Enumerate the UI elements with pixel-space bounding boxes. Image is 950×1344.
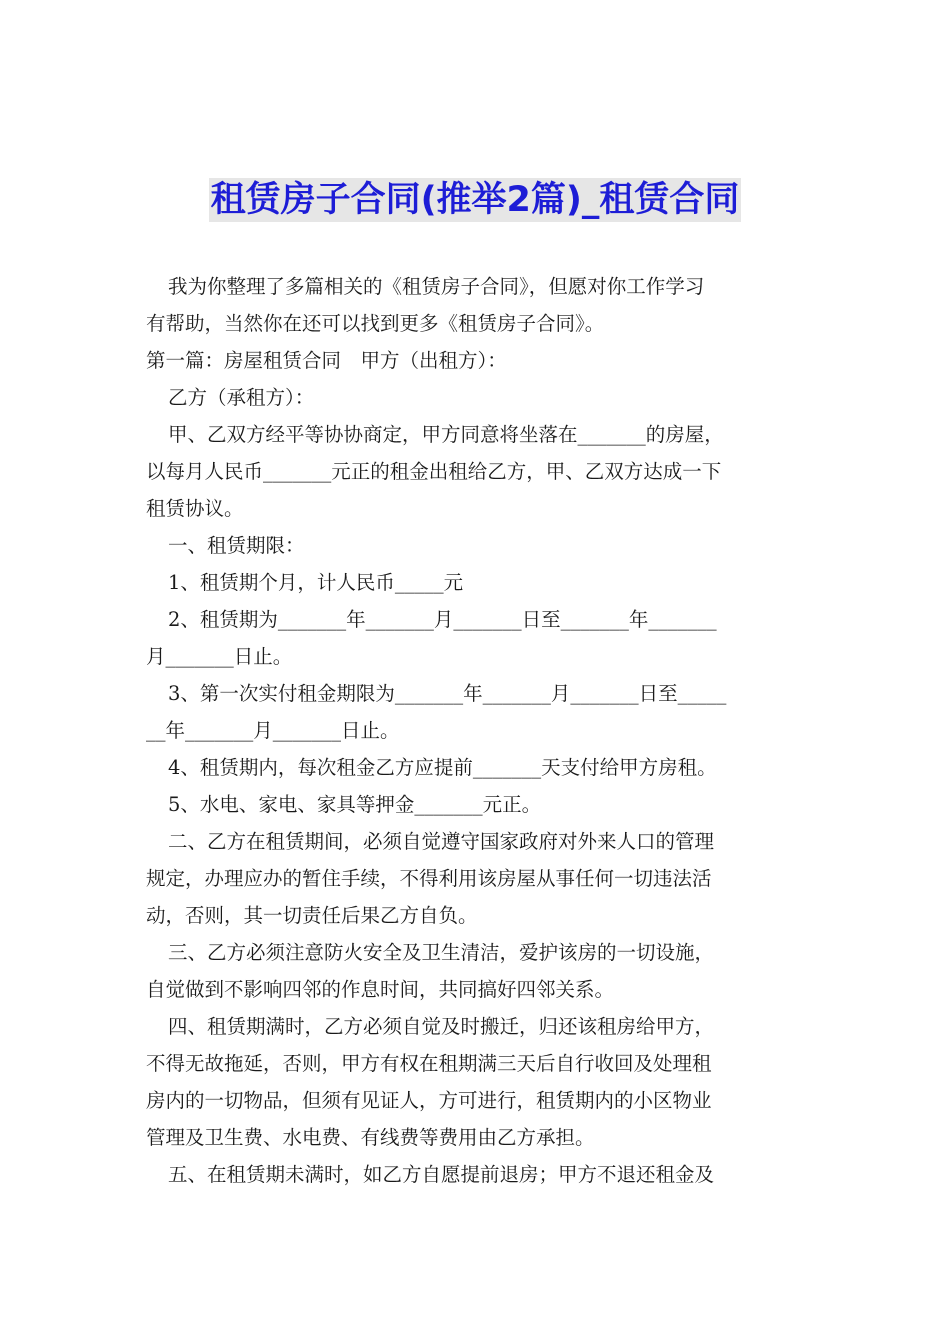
- paragraph: [146, 268, 808, 342]
- paragraph: [146, 786, 808, 823]
- paragraph: [146, 1156, 808, 1193]
- paragraph-line: 有帮助，当然你在还可以找到更多《租赁房子合同》。: [146, 312, 605, 335]
- paragraph: [146, 823, 808, 934]
- paragraph: [146, 416, 808, 527]
- paragraph: [146, 601, 808, 675]
- paragraph-line: 管理及卫生费、水电费、有线费等费用由乙方承担。: [146, 1126, 595, 1149]
- document-title: 租赁房子合同(推举2篇)_租赁合同: [210, 180, 740, 220]
- paragraph-line: 我为你整理了多篇相关的《租赁房子合同》，但愿对你工作学习: [168, 275, 705, 298]
- paragraph-line: 1、租赁期个月，计人民币_____元: [168, 571, 464, 594]
- paragraph-line: 自觉做到不影响四邻的作息时间，共同搞好四邻关系。: [146, 978, 615, 1001]
- paragraph-line: 一、租赁期限：: [168, 534, 305, 557]
- paragraph-line: 规定，办理应办的暂住手续，不得利用该房屋从事任何一切违法活: [146, 867, 712, 890]
- paragraph-line: 三、乙方必须注意防火安全及卫生清洁，爱护该房的一切设施，: [168, 941, 715, 964]
- paragraph: [146, 934, 808, 1008]
- paragraph-line: 二、乙方在租赁期间，必须自觉遵守国家政府对外来人口的管理: [168, 830, 715, 853]
- paragraph: [146, 342, 808, 379]
- paragraph-line: 动，否则，其一切责任后果乙方自负。: [146, 904, 478, 927]
- paragraph-line: 4、租赁期内，每次租金乙方应提前_______天支付给甲方房租。: [168, 756, 717, 779]
- paragraph-line: 5、水电、家电、家具等押金_______元正。: [168, 793, 542, 816]
- document-body: [146, 268, 808, 1193]
- paragraph: [146, 675, 808, 749]
- document-title-wrap: [0, 178, 950, 222]
- paragraph: [146, 379, 808, 416]
- paragraph-line: 月_______日止。: [146, 645, 293, 668]
- paragraph: [146, 527, 808, 564]
- paragraph-line: 以每月人民币_______元正的租金出租给乙方，甲、乙双方达成一下: [146, 460, 722, 483]
- paragraph-line: 3、第一次实付租金期限为_______年_______月_______日至_____: [168, 682, 727, 705]
- paragraph: [146, 749, 808, 786]
- paragraph: [146, 1008, 808, 1156]
- paragraph-line: __年_______月_______日止。: [146, 719, 400, 742]
- paragraph-line: 乙方（承租方）：: [168, 386, 315, 409]
- paragraph-line: 第一篇：房屋租赁合同 甲方（出租方）：: [146, 349, 507, 372]
- paragraph: [146, 564, 808, 601]
- paragraph-line: 甲、乙双方经平等协协商定，甲方同意将坐落在_______的房屋，: [168, 423, 724, 446]
- paragraph-line: 四、租赁期满时，乙方必须自觉及时搬迁，归还该租房给甲方，: [168, 1015, 715, 1038]
- paragraph-line: 2、租赁期为_______年_______月_______日至_______年_______: [168, 608, 717, 631]
- paragraph-line: 租赁协议。: [146, 497, 244, 520]
- paragraph-line: 房内的一切物品，但须有见证人，方可进行，租赁期内的小区物业: [146, 1089, 712, 1112]
- paragraph-line: 不得无故拖延，否则，甲方有权在租期满三天后自行收回及处理租: [146, 1052, 712, 1075]
- paragraph-line: 五、在租赁期未满时，如乙方自愿提前退房；甲方不退还租金及: [168, 1163, 715, 1186]
